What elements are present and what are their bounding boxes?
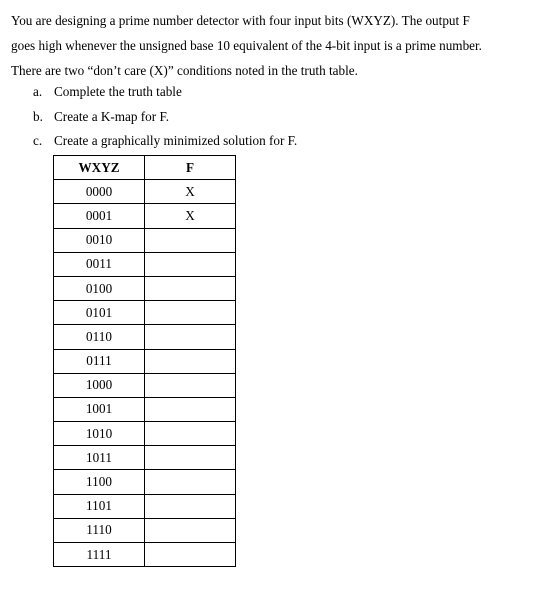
output-cell[interactable]: X [145,180,236,204]
output-cell[interactable] [145,349,236,373]
table-row [54,325,236,349]
input-cell: 0000 [54,180,145,204]
input-cell: 1100 [54,470,145,494]
table-row [54,543,236,567]
intro-line-1: You are designing a prime number detector with four input bits (WXYZ). The output F [11,13,470,28]
task-marker: c. [33,133,43,148]
task-item [33,80,297,105]
input-cell: 0110 [54,325,145,349]
output-cell[interactable] [145,494,236,518]
table-row [54,301,236,325]
input-cell: 0011 [54,252,145,276]
output-cell[interactable] [145,373,236,397]
output-cell[interactable] [145,276,236,300]
output-cell[interactable] [145,518,236,542]
input-cell: 1000 [54,373,145,397]
output-cell[interactable] [145,446,236,470]
task-text: Create a graphically minimized solution for F. [54,133,298,148]
table-row [54,422,236,446]
input-cell: 1110 [54,518,145,542]
input-cell: 0101 [54,301,145,325]
table-row [54,470,236,494]
table-row [54,494,236,518]
task-item [33,129,297,154]
input-cell: 0001 [54,204,145,228]
output-cell[interactable] [145,228,236,252]
intro-line-2: goes high whenever the unsigned base 10 equivalent of the 4-bit input is a prime number. [11,38,482,53]
output-cell[interactable] [145,252,236,276]
task-text: Create a K-map for F. [54,108,170,124]
column-header-output: F [145,156,236,180]
input-cell: 1010 [54,422,145,446]
table-row [54,373,236,397]
output-cell[interactable] [145,422,236,446]
table-row [54,204,236,228]
task-list [33,80,297,154]
table-row [54,180,236,204]
table-row [54,252,236,276]
output-cell[interactable]: X [145,204,236,228]
table-row [54,518,236,542]
output-cell[interactable] [145,397,236,421]
input-cell: 1001 [54,397,145,421]
column-header-inputs: WXYZ [54,156,145,180]
input-cell: 1011 [54,446,145,470]
output-cell[interactable] [145,325,236,349]
table-row [54,276,236,300]
task-marker: b. [33,108,43,124]
output-cell[interactable] [145,470,236,494]
table-row [54,397,236,421]
output-cell[interactable] [145,543,236,567]
table-row [54,349,236,373]
input-cell: 1111 [54,543,145,567]
truth-table-header-row [54,156,236,180]
input-cell: 0111 [54,349,145,373]
output-cell[interactable] [145,301,236,325]
task-marker: a. [33,84,43,99]
input-cell: 0010 [54,228,145,252]
table-row [54,446,236,470]
input-cell: 1101 [54,494,145,518]
intro-line-3: There are two “don’t care (X)” conditions noted in the truth table. [11,63,358,78]
table-row [54,228,236,252]
task-text: Complete the truth table [54,84,182,99]
task-item [33,105,297,130]
input-cell: 0100 [54,276,145,300]
truth-table [53,155,236,567]
problem-statement [11,8,536,83]
